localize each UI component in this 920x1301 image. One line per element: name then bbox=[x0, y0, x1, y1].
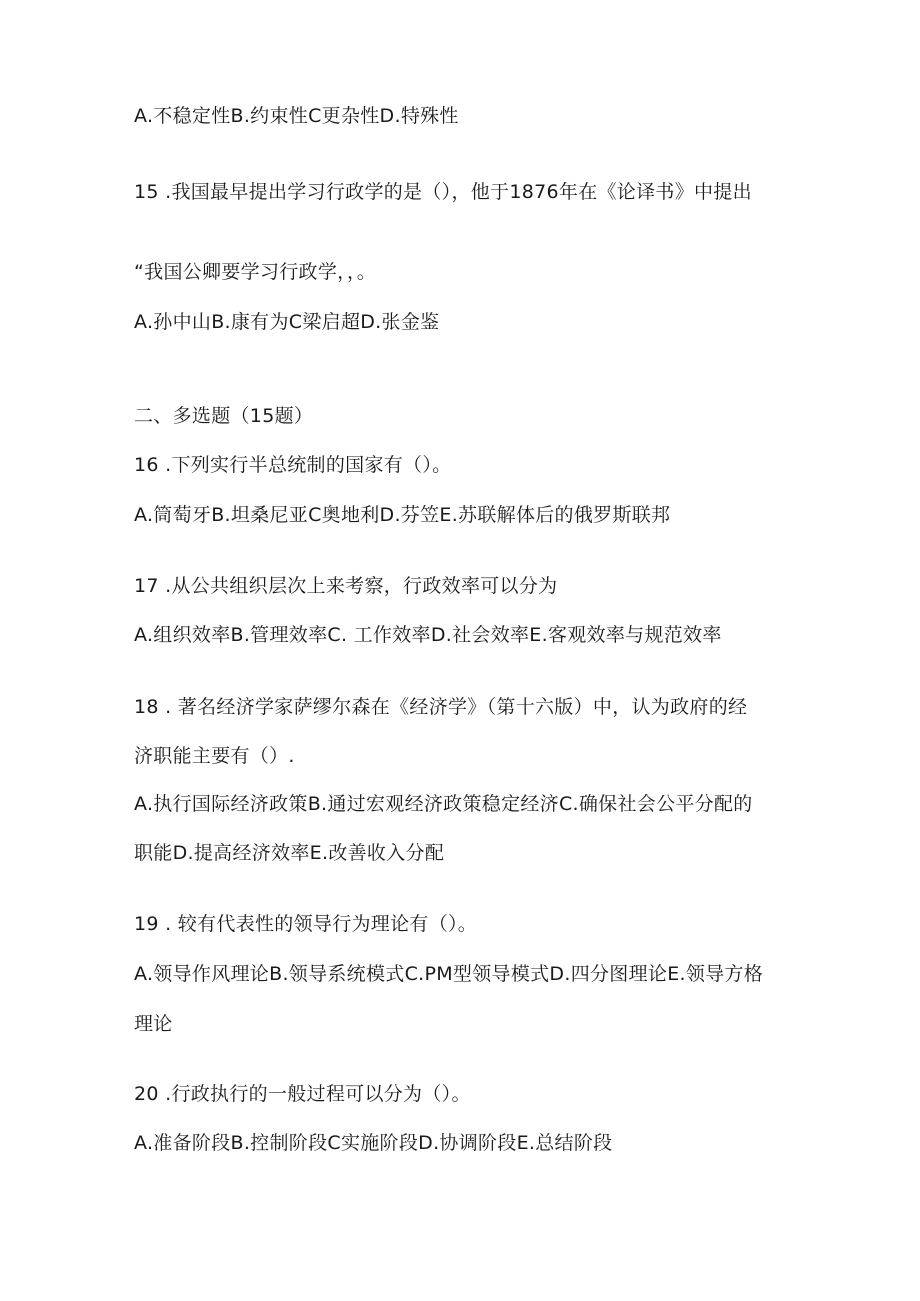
q19-options: A.领导作风理论B.领导系统模式C.PM型领导模式D.四分图理论E.领导方格 bbox=[134, 963, 764, 985]
q20-stem: 20 .行政执行的一般过程可以分为（）。 bbox=[134, 1083, 471, 1105]
q18-stem-continued: 济职能主要有（）. bbox=[134, 745, 295, 767]
q19-stem: 19 . 较有代表性的领导行为理论有（）。 bbox=[134, 913, 478, 935]
section-heading: 二、多选题（15题） bbox=[134, 405, 314, 427]
q18-options: A.执行国际经济政策B.通过宏观经济政策稳定经济C.确保社会公平分配的 bbox=[134, 793, 753, 815]
q15-stem-continued: “我国公卿要学习行政学，，。 bbox=[134, 261, 377, 283]
q17-stem: 17 .从公共组织层次上来考察，行政效率可以分为 bbox=[134, 575, 558, 597]
q14-options: A.不稳定性B.约束性C更杂性D.特殊性 bbox=[134, 105, 459, 127]
q15-stem: 15 .我国最早提出学习行政学的是（），他于1876年在《论译书》中提出 bbox=[134, 181, 752, 203]
q20-options: A.准备阶段B.控制阶段C实施阶段D.协调阶段E.总结阶段 bbox=[134, 1132, 613, 1154]
q16-options: A.筒萄牙B.坦桑尼亚C奥地利D.芬笠E.苏联解体后的俄罗斯联邦 bbox=[134, 504, 671, 526]
q17-options: A.组织效率B.管理效率C. 工作效率D.社会效率E.客观效率与规范效率 bbox=[134, 624, 722, 646]
q16-stem: 16 .下列实行半总统制的国家有（）。 bbox=[134, 454, 452, 476]
q18-options-continued: 职能D.提高经济效率E.改善收入分配 bbox=[134, 842, 445, 864]
q15-options: A.孙中山B.康有为C梁启超D.张金鉴 bbox=[134, 311, 440, 333]
q19-options-continued: 理论 bbox=[134, 1013, 173, 1035]
q18-stem: 18 . 著名经济学家萨缪尔森在《经济学》（第十六版）中，认为政府的经 bbox=[134, 696, 748, 718]
